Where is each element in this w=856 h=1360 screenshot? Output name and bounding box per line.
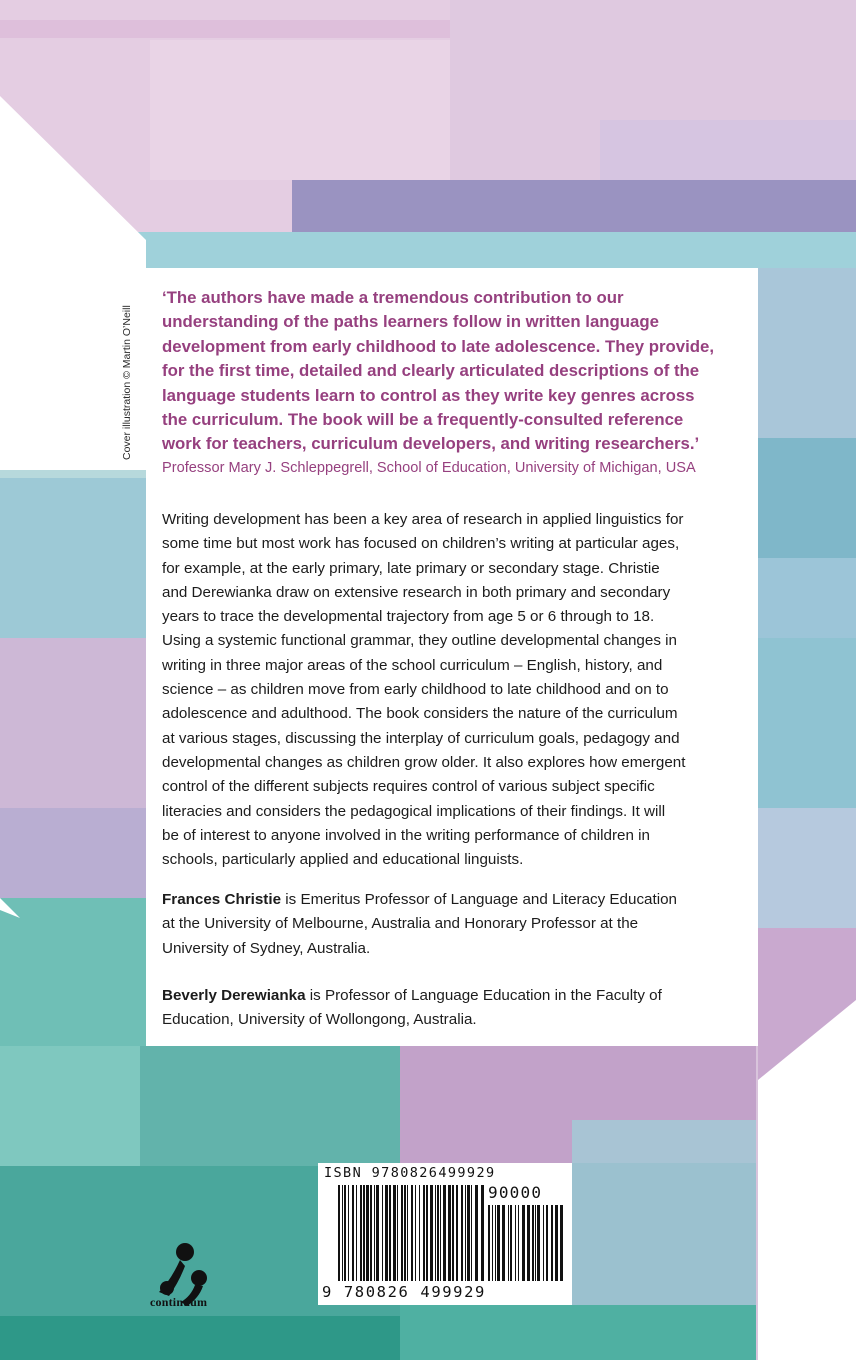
bio-line bbox=[162, 888, 742, 912]
barcode-bar bbox=[352, 1185, 354, 1281]
barcode-bar bbox=[508, 1205, 509, 1281]
description-line: developmental changes as children grow older. It also explores how emergent bbox=[162, 753, 686, 771]
barcode-bar bbox=[363, 1185, 365, 1281]
barcode-bar bbox=[342, 1185, 343, 1281]
barcode-bar bbox=[366, 1185, 369, 1281]
description-line: for example, at the early primary, late primary or secondary stage. Christie bbox=[162, 559, 660, 577]
barcode-bar bbox=[404, 1185, 406, 1281]
barcode-bar bbox=[465, 1185, 466, 1281]
barcode-bar bbox=[407, 1185, 408, 1281]
barcode-bar bbox=[344, 1185, 346, 1281]
barcode-bar bbox=[338, 1185, 340, 1281]
isbn-label: ISBN 9780826499929 bbox=[324, 1165, 496, 1181]
barcode-bar bbox=[532, 1205, 534, 1281]
bio-line: at the University of Melbourne, Australia and Honorary Professor at the bbox=[162, 915, 639, 933]
description-line: Using a systemic functional grammar, they outline developmental changes in bbox=[162, 632, 677, 650]
illustration-credit: Cover illustration © Martin O’Neill bbox=[121, 305, 133, 460]
author-bio-derewianka bbox=[162, 984, 742, 1033]
description-line: and Derewianka draw on extensive research in both primary and secondary bbox=[162, 583, 671, 601]
endorsement-quote bbox=[162, 286, 752, 457]
bio-text: is Emeritus Professor of Language and Literacy Education bbox=[281, 891, 677, 908]
barcode-bar bbox=[481, 1185, 484, 1281]
barcode-bar bbox=[522, 1205, 525, 1281]
barcode-bar bbox=[426, 1185, 428, 1281]
barcode-bar bbox=[430, 1185, 433, 1281]
back-cover-panel bbox=[146, 268, 758, 1046]
bio-line: Education, University of Wollongong, Australia. bbox=[162, 1011, 477, 1029]
ean-digits: 9 780826 499929 bbox=[322, 1283, 486, 1301]
barcode-bar bbox=[393, 1185, 396, 1281]
barcode-bar bbox=[401, 1185, 403, 1281]
barcode-bar bbox=[435, 1185, 436, 1281]
barcode-bar bbox=[397, 1185, 398, 1281]
quote-line: for the first time, detailed and clearly articulated descriptions of the bbox=[162, 361, 700, 381]
barcode-bar bbox=[385, 1185, 388, 1281]
barcode-bar bbox=[419, 1185, 420, 1281]
barcode-addon-bars bbox=[488, 1205, 566, 1281]
barcode-bar bbox=[382, 1185, 383, 1281]
barcode-bar bbox=[456, 1185, 458, 1281]
description-line: Writing development has been a key area of research in applied linguistics for bbox=[162, 511, 684, 528]
quote-attribution: Professor Mary J. Schleppegrell, School of Education, University of Michigan, USA bbox=[162, 460, 696, 476]
barcode-bar bbox=[551, 1205, 553, 1281]
description-line: writing in three major areas of the school curriculum – English, history, and bbox=[162, 656, 663, 674]
barcode-bar bbox=[475, 1185, 478, 1281]
barcode-bar bbox=[555, 1205, 558, 1281]
barcode-bar bbox=[437, 1185, 439, 1281]
barcode-bar bbox=[467, 1185, 470, 1281]
description-line: at various stages, discussing the interplay of curriculum goals, pedagogy and bbox=[162, 729, 680, 747]
barcode-bar bbox=[356, 1185, 357, 1281]
barcode-bar bbox=[518, 1205, 519, 1281]
barcode-bar bbox=[360, 1185, 362, 1281]
author-name: Beverly Derewianka bbox=[162, 987, 306, 1004]
author-name: Frances Christie bbox=[162, 891, 282, 908]
barcode-bar bbox=[492, 1205, 493, 1281]
barcode-bar bbox=[497, 1205, 500, 1281]
quote-line: language students learn to control as they write key genres across bbox=[162, 385, 695, 405]
barcode-bar bbox=[560, 1205, 563, 1281]
barcode-bar bbox=[443, 1185, 446, 1281]
book-description bbox=[162, 508, 742, 872]
description-line: science – as children move from early childhood to late childhood and on to bbox=[162, 681, 669, 699]
description-line: some time but most work has focused on children’s writing at particular ages, bbox=[162, 535, 680, 553]
isbn-barcode bbox=[318, 1163, 572, 1305]
barcode-bar bbox=[495, 1205, 496, 1281]
description-line: literacies and considers the pedagogical implications of their findings. It will bbox=[162, 802, 666, 820]
barcode-bar bbox=[461, 1185, 463, 1281]
barcode-bar bbox=[389, 1185, 391, 1281]
quote-line: work for teachers, curriculum developers, and writing researchers.’ bbox=[162, 434, 700, 454]
bio-line: University of Sydney, Australia. bbox=[162, 939, 371, 957]
quote-line: development from early childhood to late adolescence. They provide, bbox=[162, 336, 715, 356]
description-line: be of interest to anyone involved in the writing performance of children in bbox=[162, 826, 650, 844]
barcode-bar bbox=[452, 1185, 454, 1281]
barcode-bar bbox=[423, 1185, 425, 1281]
barcode-bar bbox=[535, 1205, 536, 1281]
barcode-bar bbox=[370, 1185, 372, 1281]
barcode-bar bbox=[471, 1185, 472, 1281]
description-line: control of the different subjects requires control of various subject specific bbox=[162, 778, 655, 796]
description-line: schools, particularly applied and educational linguists. bbox=[162, 851, 524, 869]
barcode-bar bbox=[348, 1185, 349, 1281]
price-code: 90000 bbox=[488, 1183, 543, 1202]
barcode-bar bbox=[448, 1185, 451, 1281]
barcode-bars bbox=[338, 1185, 486, 1281]
bio-text: is Professor of Language Education in the Faculty of bbox=[305, 987, 662, 1004]
barcode-bar bbox=[440, 1185, 441, 1281]
bio-line bbox=[162, 984, 742, 1008]
barcode-bar bbox=[488, 1205, 490, 1281]
description-line: adolescence and adulthood. The book considers the nature of the curriculum bbox=[162, 705, 678, 723]
barcode-bar bbox=[546, 1205, 548, 1281]
description-line: years to trace the developmental trajectory from age 5 or 6 through to 18. bbox=[162, 608, 655, 626]
barcode-bar bbox=[510, 1205, 512, 1281]
barcode-bar bbox=[374, 1185, 375, 1281]
barcode-bar bbox=[537, 1205, 540, 1281]
barcode-bar bbox=[543, 1205, 544, 1281]
author-bio-christie bbox=[162, 888, 742, 961]
barcode-bar bbox=[415, 1185, 416, 1281]
barcode-bar bbox=[515, 1205, 516, 1281]
publisher-name: continuum bbox=[150, 1295, 208, 1309]
quote-line: the curriculum. The book will be a frequently-consulted reference bbox=[162, 410, 684, 430]
barcode-bar bbox=[502, 1205, 505, 1281]
barcode-bar bbox=[376, 1185, 379, 1281]
quote-line: ‘The authors have made a tremendous contribution to our bbox=[162, 288, 624, 307]
quote-line: understanding of the paths learners follow in written language bbox=[162, 312, 659, 332]
barcode-bar bbox=[527, 1205, 530, 1281]
barcode-bar bbox=[411, 1185, 413, 1281]
